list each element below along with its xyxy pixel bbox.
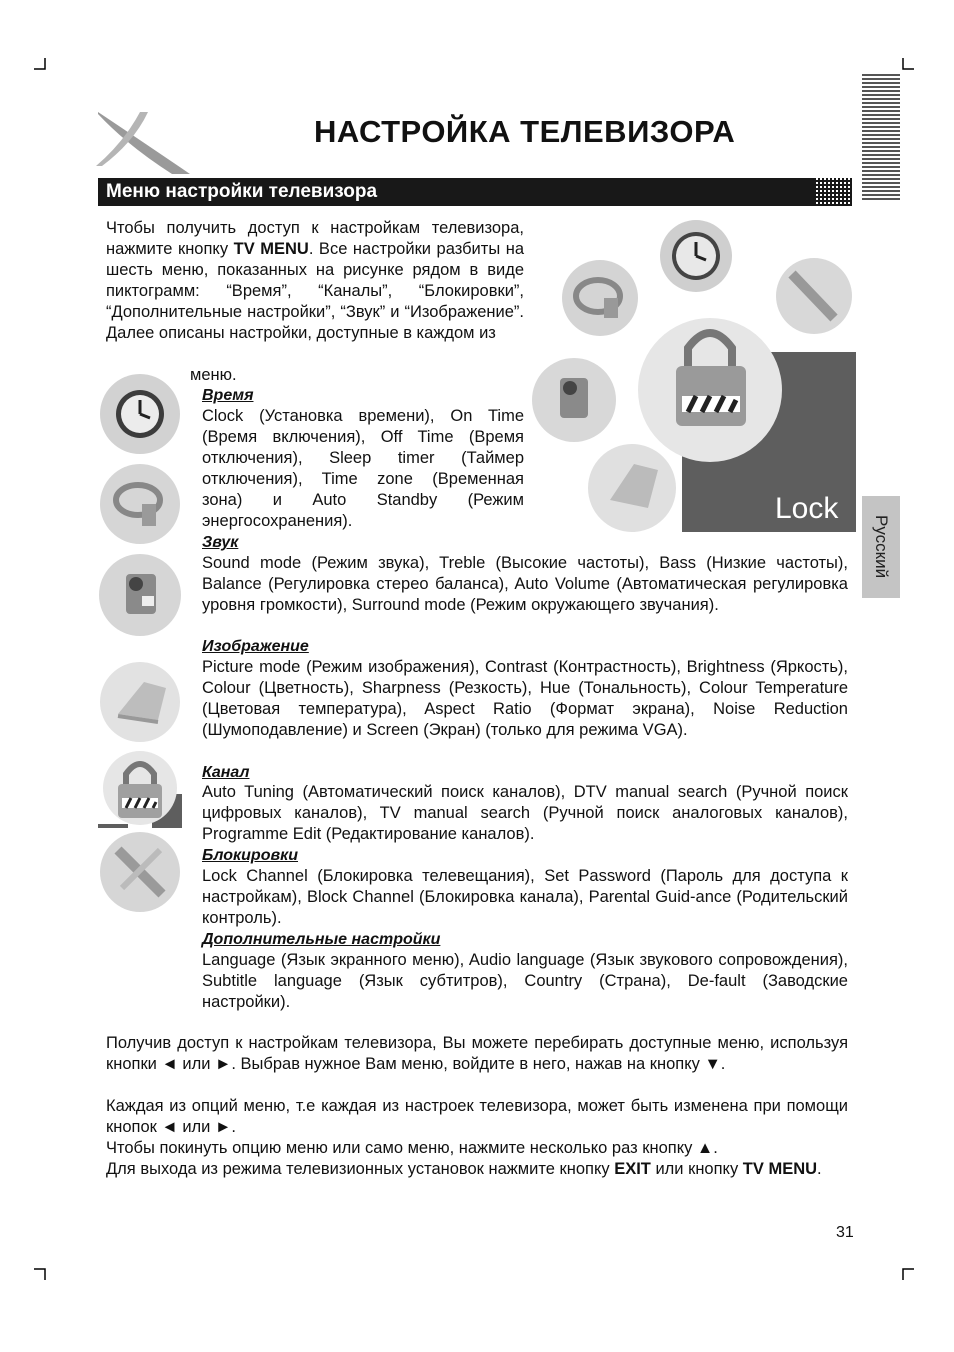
footer-p4-text-2: или кнопку	[650, 1160, 743, 1178]
footer-p4-text-1: Для выхода из режима телевизионных установок нажмите кнопку	[106, 1160, 615, 1178]
footer-paragraph-3: Чтобы покинуть опцию меню или само меню, нажмите несколько раз кнопку ▲.	[106, 1139, 718, 1157]
language-tab-label: Русский	[872, 515, 891, 579]
page-number: 31	[836, 1224, 854, 1241]
crop-mark-bottom-right	[902, 1268, 914, 1280]
section-heading-picture: Изображение	[202, 638, 309, 655]
section-text-picture: Picture mode (Режим изображения), Contrast (Контрастность), Brightness (Яркость), Colour (Цветность), Sharpness (Резкость), Hue (Тональность), Colour Temperature (Цветовая температура), Aspect Ratio (Формат экрана), Noise Reduction (Шумоподавление) и Screen (Экран) (только для режима VGA).	[202, 658, 848, 739]
sound-icon	[98, 462, 182, 546]
tv-menu-graphic	[530, 216, 856, 532]
edge-stripes	[862, 74, 900, 200]
intro-text-1: Чтобы получить доступ к настройкам телевизора, нажмите кнопку	[106, 219, 524, 258]
section-text-lock: Lock Channel (Блокировка телевещания), Set Password (Пароль для доступа к настройкам), Block Channel (Блокировка канала), Parental Guid-ance (Родительский контроль).	[202, 867, 848, 927]
intro-tv-menu: TV MENU	[233, 240, 309, 258]
section-heading-time: Время	[202, 387, 254, 404]
picture-camera-icon	[98, 552, 182, 638]
crop-mark-bottom-left	[34, 1268, 46, 1280]
section-heading-channel: Канал	[202, 764, 250, 781]
section-heading-sound: Звук	[202, 534, 239, 551]
intro-paragraph	[106, 218, 524, 344]
intro-text-2: . Все настройки разбиты на шесть меню, показанных на рисунке рядом в виде пиктограмм: “Время”, “Каналы”, “Блокировки”, “Дополнительные настройки”, “Звук” и “Изображение”. Далее описаны настройки, доступные в каждом из	[106, 240, 524, 342]
crop-mark-top-left	[34, 58, 46, 70]
lock-icon	[98, 750, 182, 828]
brand-logo-icon	[94, 108, 192, 176]
section-header-title: Меню настройки телевизора	[106, 181, 378, 202]
display-icon	[98, 660, 182, 744]
section-heading-setup: Дополнительные настройки	[202, 931, 441, 948]
section-text-time: Clock (Установка времени), On Time (Время включения), Off Time (Время отключения), Sleep timer (Таймер отключения), Time zone (Временная зона) и Auto Standby (Режим энергосохранения).	[202, 407, 524, 530]
crop-mark-top-right	[902, 58, 914, 70]
footer-paragraph-4	[106, 1159, 848, 1180]
footer-paragraph-1: Получив доступ к настройкам телевизора, Вы можете перебирать доступные меню, используя кнопки ◄ или ►. Выбрав нужное Вам меню, войдите в него, нажав на кнопку ▼.	[106, 1034, 848, 1073]
page-title: НАСТРОЙКА ТЕЛЕВИЗОРА	[314, 114, 736, 149]
footer-p4-exit: EXIT	[614, 1160, 651, 1178]
header-pattern	[816, 178, 852, 206]
section-text-sound: Sound mode (Режим звука), Treble (Высокие частоты), Bass (Низкие частоты), Balance (Регулировка стерео баланса), Auto Volume (Автоматическая регулировка уровня громкости), Surround mode (Режим окружающего звучания).	[202, 554, 848, 614]
setup-tools-icon	[98, 830, 182, 914]
intro-tail: меню.	[190, 366, 237, 384]
section-heading-lock: Блокировки	[202, 847, 299, 864]
lock-label: Lock	[775, 492, 839, 525]
section-text-setup: Language (Язык экранного меню), Audio language (Язык звукового сопровождения), Subtitle language (Язык субтитров), Country (Страна), De-fault (Заводские настройки).	[202, 951, 848, 1011]
footer-p4-text-3: .	[817, 1160, 822, 1178]
clock-icon	[98, 372, 182, 456]
footer-p4-tv-menu: TV MENU	[742, 1160, 818, 1178]
footer-paragraph-2: Каждая из опций меню, т.е каждая из настроек телевизора, может быть изменена при помощи кнопок ◄ или ►.	[106, 1097, 848, 1136]
section-text-channel: Auto Tuning (Автоматический поиск каналов), DTV manual search (Ручной поиск цифровых каналов), TV manual search (Ручной поиск аналоговых каналов), Programme Edit (Редактирование каналов).	[202, 783, 848, 843]
